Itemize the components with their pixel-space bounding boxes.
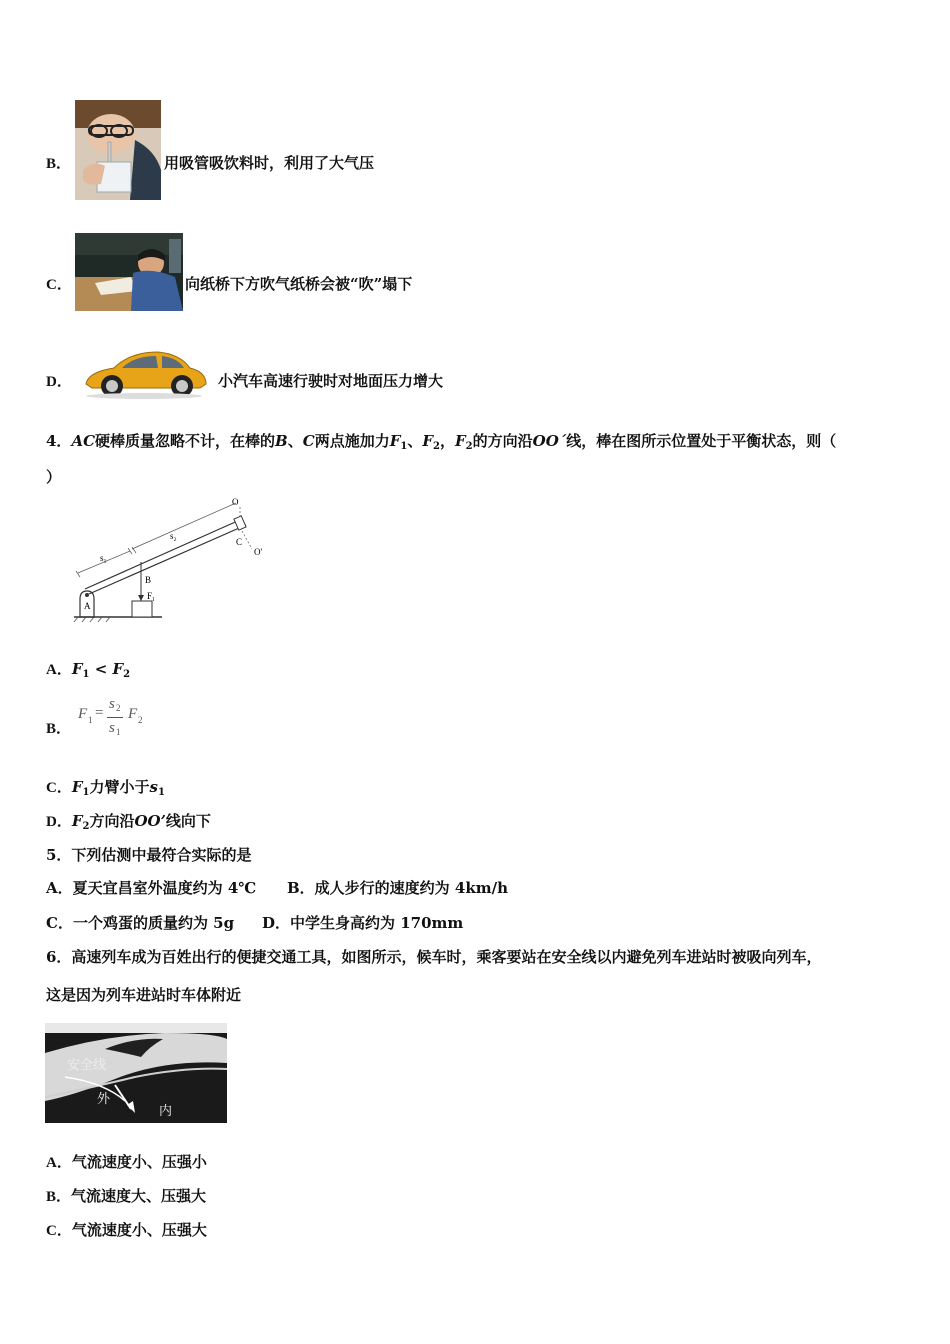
q5-option-a: A．夏天宜昌室外温度约为 4℃: [46, 879, 257, 897]
q4-option-c: C．$F_1$力臂小于$s_1$: [46, 778, 165, 798]
outer-label: 外: [97, 1092, 111, 1107]
q4-option-d: D．$F_2$方向沿OO’线向下: [46, 812, 211, 832]
car-image: [80, 346, 210, 400]
lever-s1-label: s₁: [100, 553, 107, 563]
q3-option-c-label: C．: [46, 277, 72, 293]
q3-option-c-text: 向纸桥下方吹气纸桥会被“吹”塌下: [185, 275, 413, 293]
q6-option-c: C．气流速度小、压强大: [46, 1221, 207, 1239]
lever-oprime-label: O': [254, 547, 263, 557]
lever-c-label: C: [236, 537, 243, 547]
q3-option-b-label: B．: [46, 156, 72, 172]
q5-stem: 5．下列估测中最符合实际的是: [46, 846, 252, 864]
q4-stem-close: ）: [46, 468, 62, 486]
q4-option-b-label: B．: [46, 721, 72, 737]
q3-option-d-text: 小汽车高速行驶时对地面压力增大: [218, 372, 444, 390]
train-platform-photo: [45, 1023, 227, 1123]
lever-b-label: B: [145, 575, 152, 585]
q5-option-b: B．成人步行的速度约为 4km/h: [287, 879, 508, 897]
lever-o-label: O: [232, 497, 239, 507]
straw-drinking-photo: [75, 100, 161, 200]
q6-stem-line1: 6．高速列车成为百姓出行的便捷交通工具，如图所示，候车时，乘客要站在安全线以内避免列车进站时被吸向列车，: [46, 948, 822, 966]
paper-bridge-photo: [75, 233, 183, 311]
q4-option-b-formula: F 1 = s 2 s 1 F 2: [78, 696, 143, 737]
safety-line-label: 安全线: [67, 1058, 107, 1073]
q6-option-b: B．气流速度大、压强大: [46, 1187, 207, 1205]
q5-option-d: D．中学生身高约为 170mm: [262, 914, 464, 932]
q4-stem: 4．AC硬棒质量忽略不计，在棒的B、C两点施加力$F_1$、$F_2$，$F_2$的方向沿OO´线，棒在图所示位置处于平衡状态，则（: [46, 432, 837, 452]
lever-f1-label: F₁: [147, 591, 156, 601]
q3-option-b-text: 用吸管吸饮料时，利用了大气压: [164, 154, 375, 172]
q4-option-a: A．$F_1 < F_2$: [46, 660, 131, 680]
lever-a-label: A: [84, 601, 91, 611]
fraction-bar: [107, 717, 123, 718]
q6-option-a: A．气流速度小、压强小: [46, 1153, 207, 1171]
q5-option-c: C．一个鸡蛋的质量约为 5g: [46, 914, 235, 932]
q3-option-d-label: D．: [46, 374, 72, 390]
q6-stem-line2: 这是因为列车进站时车体附近: [46, 986, 242, 1004]
lever-diagram: [70, 495, 275, 625]
lever-s2-label: s₂: [170, 531, 177, 541]
inner-label: 内: [159, 1104, 173, 1119]
